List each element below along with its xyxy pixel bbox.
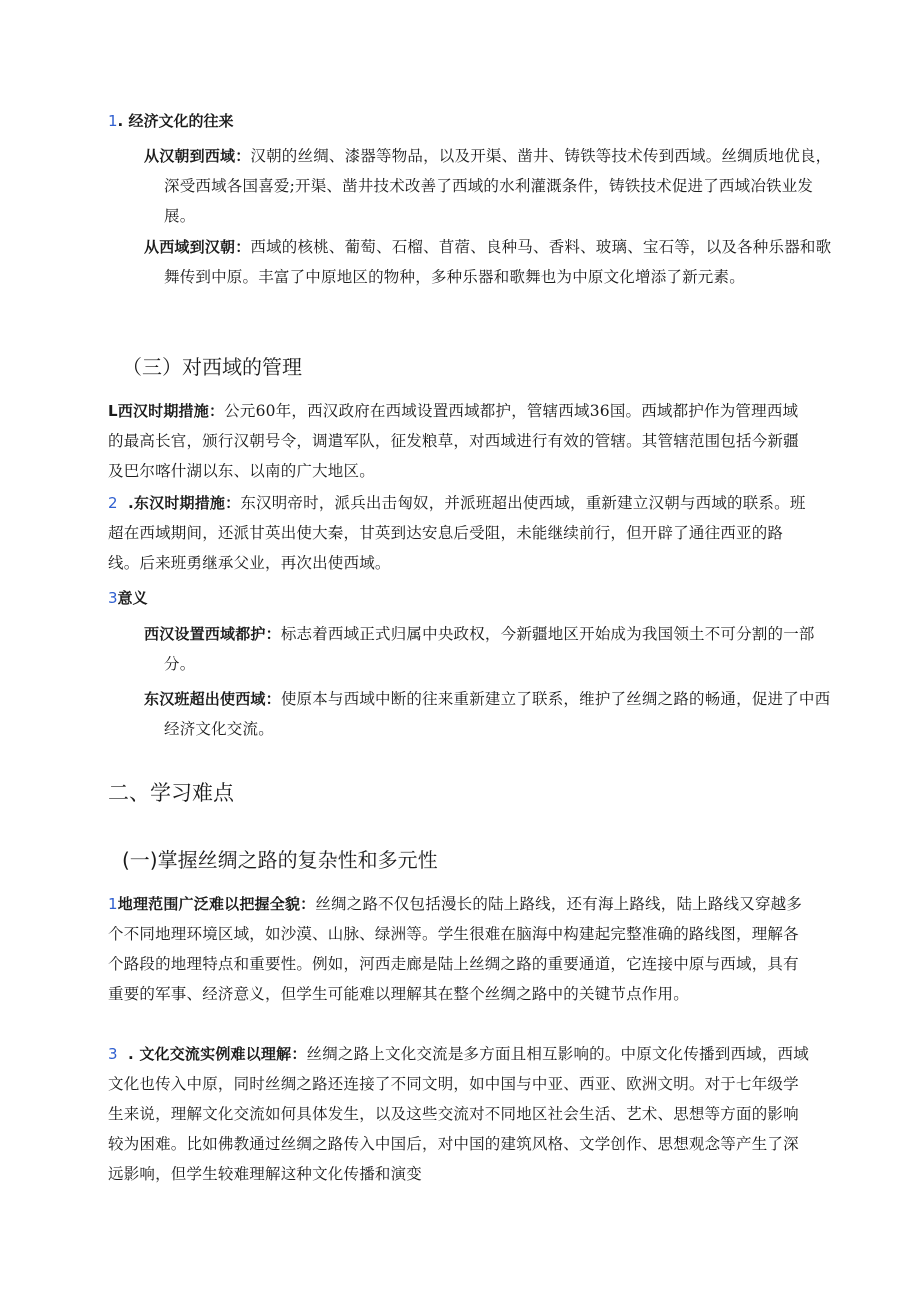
item-label: .东汉时期措施： [128,494,241,512]
list-item [108,396,810,486]
item-text: 汉朝的丝绸、漆器等物品，以及开渠、凿井、铸铁等技术传到西域。丝绸质地优良，深受西域各国喜爱;开渠、凿井技术改善了西域的水利灌溉条件，铸铁技术促进了西域冶铁业发展。 [164,147,832,225]
item-text: 丝绸之路不仅包括漫长的陆上路线，还有海上路线，陆上路线又穿越多个不同地理环境区域，如沙漠、山脉、绿洲等。学生很难在脑海中构建起完整准确的路线图，理解各个路段的地理特点和重要性。例如，河西走廊是陆上丝绸之路的重要通道，它连接中原与西域，具有重要的军事、经济意义，但学生可能难以理解其在整个丝绸之路中的关键节点作用。 [108,895,803,1003]
list-number: 3 [108,589,118,607]
list-number: 1 [108,112,118,130]
section-heading-management: （三）对西域的管理 [122,355,302,379]
list-item [144,684,832,744]
list-item [144,141,832,231]
list-item [108,488,810,578]
item-label: . 文化交流实例难以理解： [128,1045,307,1063]
section-title-exchange [108,108,233,134]
item-label: 西汉设置西域都护： [144,625,281,643]
list-number: 2 [108,494,118,512]
list-item [144,619,832,679]
item-text: 公元60年，西汉政府在西域设置西域都护，管辖西域36国。西域都护作为管理西域的最高长官，颁行汉朝号令，调遣军队，征发粮草，对西域进行有效的管辖。其管辖范围包括今新疆及巴尔喀什湖以东、以南的广大地区。 [108,402,799,480]
significance-title [108,585,148,611]
item-label: L西汉时期措施： [108,402,225,420]
item-text: 东汉明帝时，派兵出击匈奴，并派班超出使西域，重新建立汉朝与西域的联系。班超在西域期间，还派甘英出使大秦，甘英到达安息后受阻，未能继续前行，但开辟了通往西亚的路线。后来班勇继承父业，再次出使西域。 [108,494,806,572]
item-text: 使原本与西域中断的往来重新建立了联系，维护了丝绸之路的畅通，促进了中西经济文化交流。 [164,690,831,738]
list-number: 1 [108,895,118,913]
significance-title-text: 意义 [117,589,148,607]
item-text: 标志着西域正式归属中央政权，今新疆地区开始成为我国领土不可分割的一部分。 [164,625,815,673]
item-text: 西域的核桃、葡萄、石榴、苜蓿、良种马、香料、玻璃、宝石等，以及各种乐器和歌舞传到中原。丰富了中原地区的物种，多种乐器和歌舞也为中原文化增添了新元素。 [164,238,832,286]
section-title-text: . 经济文化的往来 [117,112,234,130]
subsection-heading: (一)掌握丝绸之路的复杂性和多元性 [122,848,438,872]
section-heading-difficulties: 二、学习难点 [108,781,234,805]
item-label: 从西域到汉朝： [144,238,251,256]
list-item [108,1039,810,1189]
list-item [144,232,832,292]
item-text: 丝绸之路上文化交流是多方面且相互影响的。中原文化传播到西域，西域文化也传入中原，同时丝绸之路还连接了不同文明，如中国与中亚、西亚、欧洲文明。对于七年级学生来说，理解文化交流如何具体发生，以及这些交流对不同地区社会生活、艺术、思想等方面的影响较为困难。比如佛教通过丝绸之路传入中国后，对中国的建筑风格、文学创作、思想观念等产生了深远影响，但学生较难理解这种文化传播和演变 [108,1045,809,1183]
item-label: 东汉班超出使西域： [144,690,281,708]
item-label: 地理范围广泛难以把握全貌： [117,895,316,913]
list-number: 3 [108,1045,118,1063]
item-label: 从汉朝到西域： [144,147,251,165]
list-item [108,889,810,1009]
